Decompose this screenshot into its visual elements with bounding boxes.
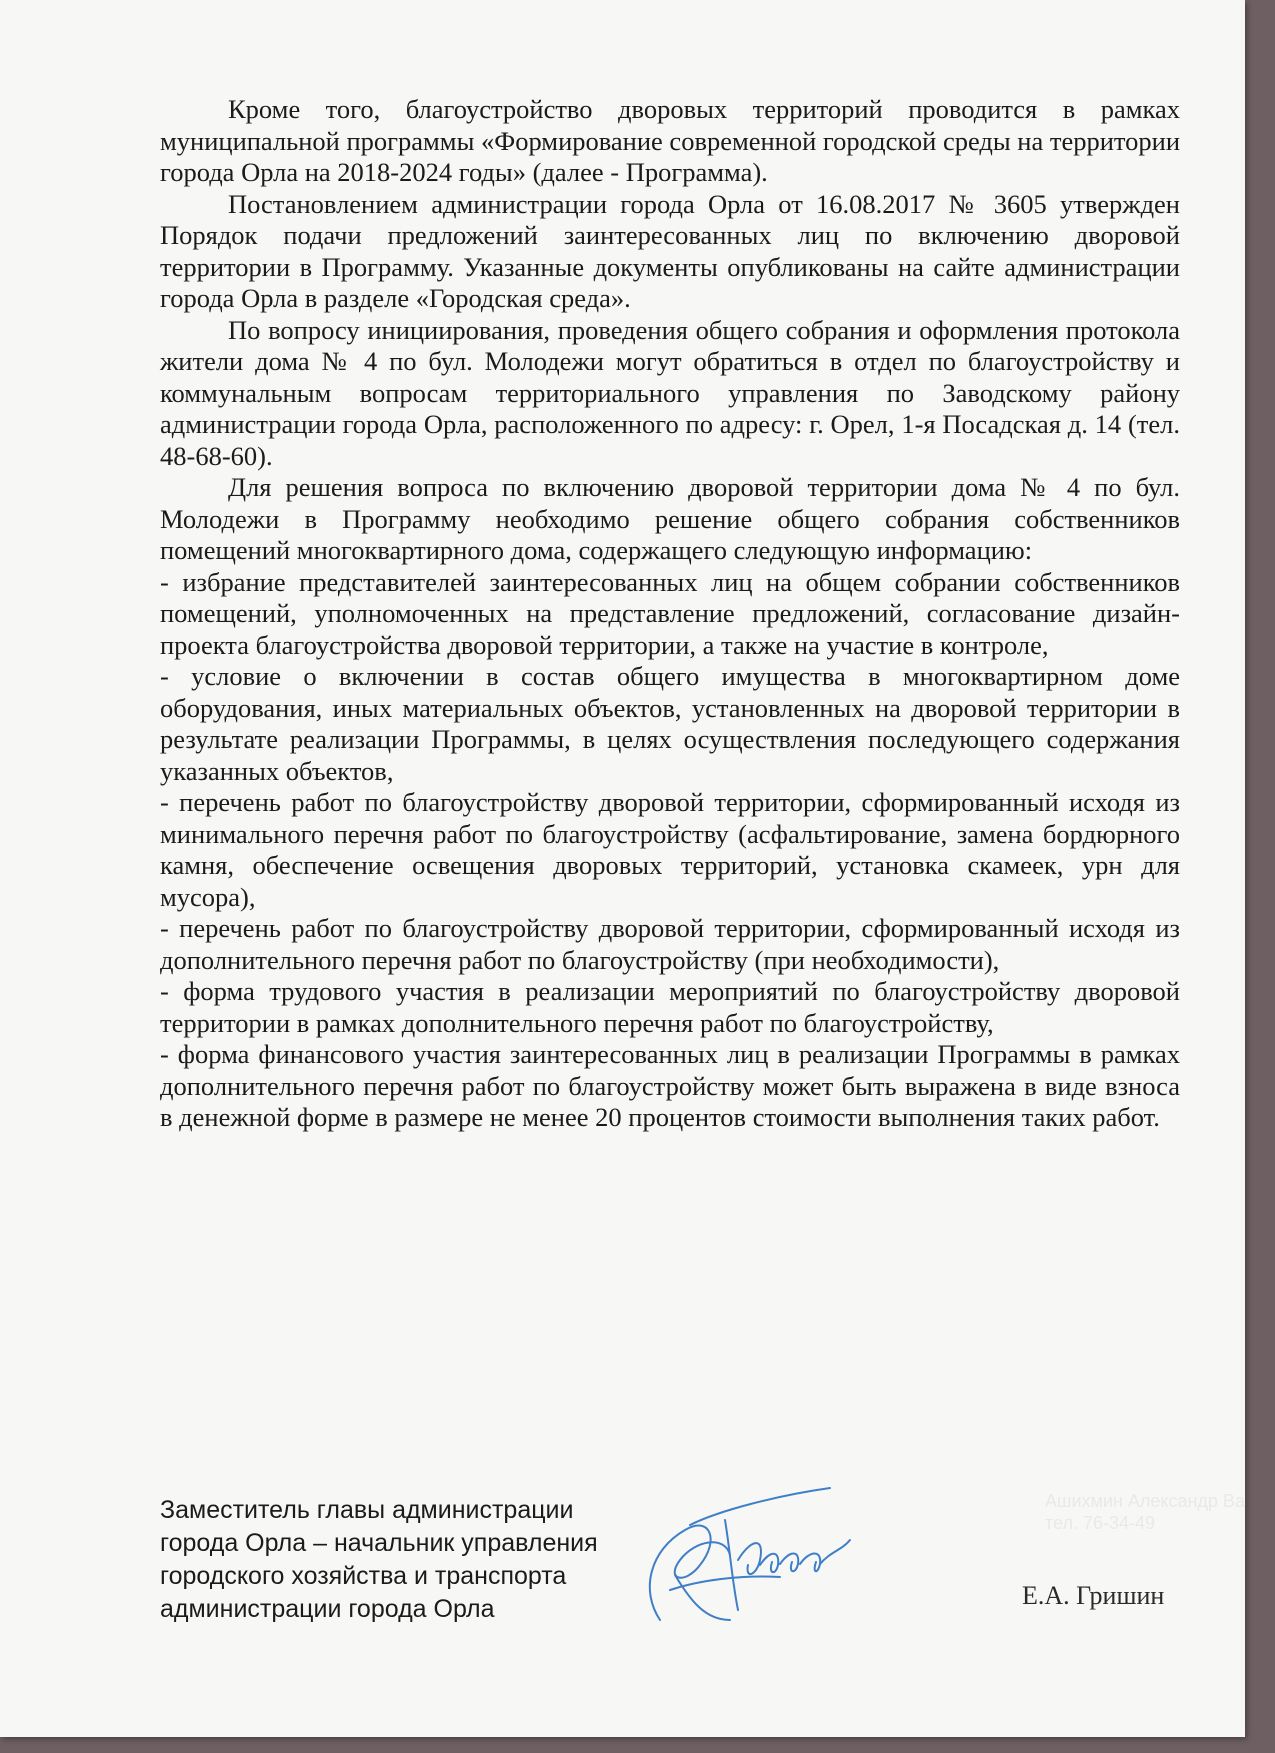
signatory-title-line: городского хозяйства и транспорта — [160, 1562, 567, 1590]
list-item: - перечень работ по благоустройству дворовой территории, сформированный исходя из дополнительного перечня работ по благоустройству (при необходимости), — [160, 913, 1180, 975]
paragraph: Постановлением администрации города Орла от 16.08.2017 № 3605 утвержден Порядок подачи предложений заинтересованных лиц по включению дворовой территории в Программу. Указанные документы опубликованы на сайте администрации города Орла в разделе «Городская среда». — [160, 188, 1180, 313]
handwritten-signature — [630, 1480, 870, 1630]
list-item: - форма трудового участия в реализации мероприятий по благоустройству дворовой территории в рамках дополнительного перечня работ по благоустройству, — [160, 976, 1180, 1038]
faint-line: Ашихмин Александр Ва — [1045, 1491, 1245, 1511]
faint-show-through-text — [1045, 1490, 1245, 1534]
signatory-title — [160, 1494, 660, 1626]
list-item: - избрание представителей заинтересованных лиц на общем собрании собственников помещений, уполномоченных на представление предложений, согласование дизайн-проекта благоустройства дворовой территории, а также на участие в контроле, — [160, 566, 1180, 660]
paragraph: Для решения вопроса по включению дворовой территории дома № 4 по бул. Молодежи в Программу необходимо решение общего собрания собственников помещений многоквартирного дома, содержащего следующую информацию: — [160, 472, 1180, 565]
list-item: - перечень работ по благоустройству дворовой территории, сформированный исходя из минимального перечня работ по благоустройству (асфальтирование, замена бордюрного камня, обеспечение освещения дворовых территорий, установка скамеек, урн для мусора), — [160, 787, 1180, 912]
list-item: - форма финансового участия заинтересованных лиц в реализации Программы в рамках дополнительного перечня работ по благоустройству может быть выражена в виде взноса в денежной форме в размере не менее 20 процентов стоимости выполнения таких работ. — [160, 1039, 1180, 1132]
signatory-title-line: администрации города Орла — [160, 1595, 495, 1623]
faint-line: тел. 76-34-49 — [1045, 1513, 1156, 1533]
paragraph: По вопросу инициирования, проведения общего собрания и оформления протокола жители дома № 4 по бул. Молодежи могут обратиться в отдел по благоустройству и коммунальным вопросам территориального управления по Заводскому району администрации города Орла, расположенного по адресу: г. Орел, 1-я Посадская д. 14 (тел. 48-68-60). — [160, 314, 1180, 471]
signer-name: Е.А. Гришин — [1022, 1581, 1165, 1610]
list-item: - условие о включении в состав общего имущества в многоквартирном доме оборудования, иных материальных объектов, установленных на дворовой территории в результате реализации Программы, в целях осуществления последующего содержания указанных объектов, — [160, 661, 1180, 786]
letter-body — [160, 94, 1180, 1134]
signatory-title-line: города Орла – начальник управления — [160, 1529, 598, 1557]
signatory-title-line: Заместитель главы администрации — [160, 1496, 574, 1524]
paragraph: Кроме того, благоустройство дворовых территорий проводится в рамках муниципальной программы «Формирование современной городской среды на территории города Орла на 2018-2024 годы» (далее - Программа). — [160, 94, 1180, 187]
